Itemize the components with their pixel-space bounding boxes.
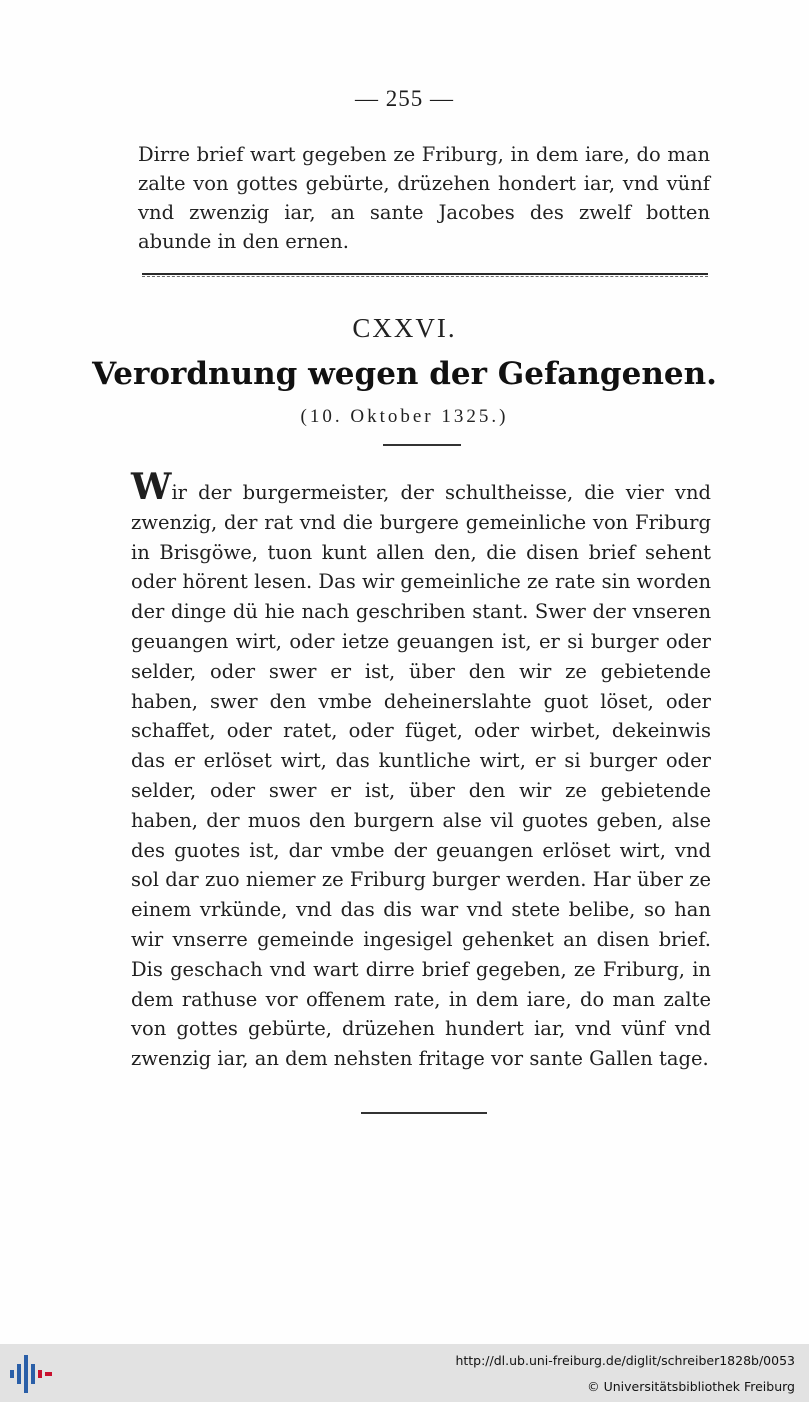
section-title: Verordnung wegen der Gefangenen. (92, 356, 717, 392)
title-underline (383, 444, 461, 446)
end-rule (361, 1112, 487, 1114)
previous-document-ending: Dirre brief wart gegeben ze Friburg, in dem iare, do man zalte von gottes gebürte, drüzehen hondert iar, vnd vünf vnd zwenzig iar, an sante Jacobes des zwelf botten abunde in den ernen. (138, 143, 710, 253)
page-url-link[interactable]: http://dl.ub.uni-freiburg.de/diglit/schreiber1828b/0053 (455, 1353, 795, 1368)
body-paragraph: ir der burgermeister, der schultheisse, die vier vnd zwenzig, der rat vnd die burgere gemeinliche von Friburg in Brisgöwe, tuon kunt allen den, die disen brief sehent oder hörent lesen. Das wir gemeinliche ze rate sin worden der dinge dü hie nach geschriben stant. Swer der vnseren geuangen wirt, oder ietze geuangen ist, er si burger oder selder, oder swer er ist, über den wir ze gebietende haben, swer den vmbe deheinerslahte guot löset, oder schaffet, oder ratet, oder füget, oder wirbet, dekeinwis das er erlöset wirt, das kuntliche wirt, er si burger oder selder, oder swer er ist, über den wir ze gebietende haben, der muos den burgern alse vil guotes geben, alse des guotes ist, dar vmbe der geuangen erlöset wirt, vnd sol dar zuo niemer ze Friburg burger werden. Har über ze einem vrkünde, vnd das dis war vnd stete belibe, so han wir vnserre gemeinde ingesigel gehenket an disen brief. Dis geschach vnd wart dirre brief gegeben, ze Friburg, in dem rathuse vor offenem rate, in dem iare, do man zalte von gottes gebürte, drüzehen hundert iar, vnd vünf vnd zwenzig iar, an dem nehsten fritage vor sante Gallen tage. (131, 481, 711, 1071)
page-number: — 255 — (355, 86, 454, 111)
section-number: CXXVI. (352, 313, 457, 343)
section-divider (142, 273, 708, 275)
ub-freiburg-logo-icon[interactable] (10, 1355, 52, 1393)
viewer-footer (0, 1344, 809, 1402)
copyright-notice: © Universitätsbibliothek Freiburg (587, 1379, 795, 1394)
section-date: (10. Oktober 1325.) (300, 406, 509, 427)
drop-cap: W (131, 466, 172, 508)
document-body (131, 466, 711, 1074)
